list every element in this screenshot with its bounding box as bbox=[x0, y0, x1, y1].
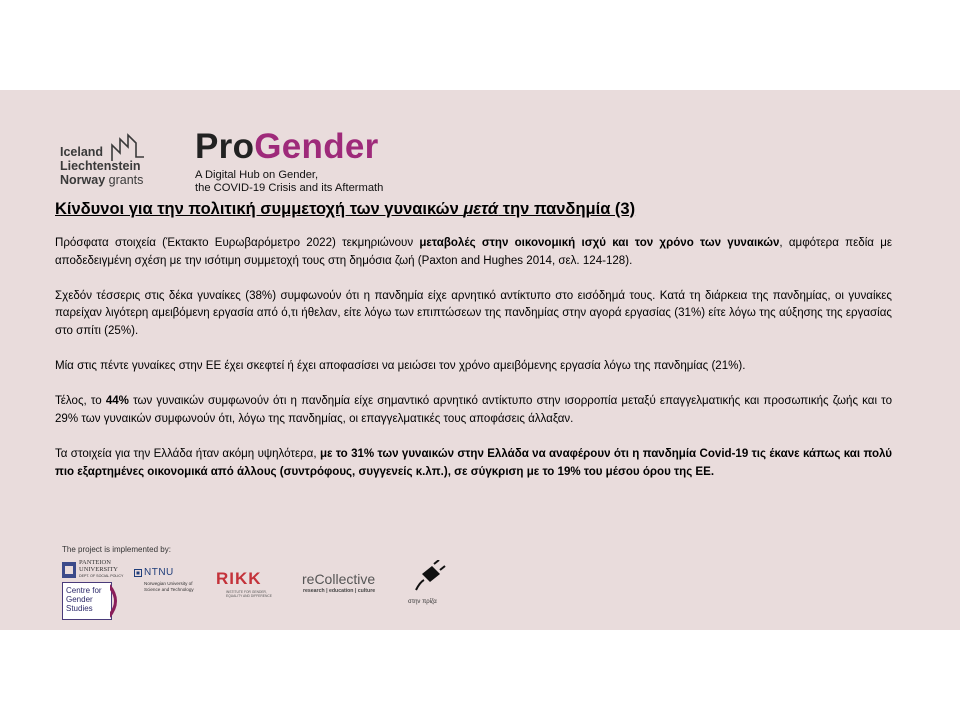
ccgs-arc-icon bbox=[110, 582, 124, 620]
p2-text-1: Σχεδόν τέσσερις στις δέκα γυναίκες (38%) συμφωνούν ότι η πανδημία είχε αρνητικό αντίκτυπο στο εισόδημά τους. Κατά τη διάρκεια της πανδημίας, οι γυναίκες παρείχαν λιγότερη αμειβόμενη εργασία από ό,τι ήθελαν, είτε λόγω των επιπτώσεων της πανδημίας στην αγορά εργασίας (31%) είτε λόγω της αύξησης της εργασίας στο σπίτι (25%). bbox=[55, 289, 892, 337]
rikk-sub-2: EQUALITY AND DIFFERENCE bbox=[226, 594, 272, 598]
progender-pro: Pro bbox=[195, 127, 255, 166]
paragraph-5 bbox=[55, 446, 892, 481]
grants-norway-bold: Norway bbox=[60, 173, 106, 187]
progender-subtitle-1: A Digital Hub on Gender, bbox=[195, 169, 319, 181]
grants-suffix: grants bbox=[105, 173, 144, 187]
slide bbox=[0, 90, 960, 630]
panteion-logo bbox=[62, 560, 130, 622]
progender-title bbox=[195, 128, 455, 166]
body-text bbox=[55, 235, 892, 499]
plug-icon bbox=[410, 560, 446, 594]
p1-bold-1: μεταβολές στην οικονομική ισχύ και τον χρόνο των γυναικών bbox=[419, 237, 780, 249]
p5-bold-1: με το 31% των γυναικών στην Ελλάδα να αναφέρουν ότι η πανδημία Covid-19 τις έκανε κάπως και πολύ πιο εξαρτημένες οικονομικά από άλλους (συντρόφους, συγγενείς κ.λπ.), σε σύγκριση με το 19% του μέσου όρου της ΕΕ. bbox=[55, 448, 892, 478]
p4-bold-1: 44% bbox=[105, 395, 129, 408]
panteion-dept: DEPT. OF SOCIAL POLICY bbox=[79, 574, 124, 578]
p1-text-2: , αμφότερα πεδία με αποδεδειγμένη σχέση με την ισότιμη συμμετοχή τους στη δημόσια ζωή (Paxton and Hughes 2014, σελ. 124-128). bbox=[55, 237, 892, 267]
ntnu-sub-1: Norwegian University of bbox=[144, 581, 193, 586]
progender-gender: Gender bbox=[254, 127, 379, 166]
p5-text-1: Τα στοιχεία για την Ελλάδα ήταν ακόμη υψηλότερα, bbox=[55, 448, 320, 461]
paragraph-4 bbox=[55, 393, 892, 428]
p4-text-2: των γυναικών συμφωνούν ότι η πανδημία είχε σημαντικό αρνητικό αντίκτυπο στην ισορροπία μεταξύ επαγγελματικής και προσωπικής ζωής και το 29% των γυναικών συμφωνούν ότι, λόγω της πανδημίας, οι επαγγελματικές τους αποφάσεις άλλαξαν. bbox=[55, 395, 892, 425]
grants-norway bbox=[60, 173, 143, 187]
progender-subtitle-2: the COVID-19 Crisis and its Aftermath bbox=[195, 181, 384, 194]
rikk-sub-1: INSTITUTE FOR GENDER, bbox=[226, 590, 267, 594]
grants-liechtenstein: Liechtenstein bbox=[60, 159, 141, 173]
p1-text-1: Πρόσφατα στοιχεία (Έκτακτο Ευρωβαρόμετρο 2022) τεκμηριώνουν bbox=[55, 237, 420, 249]
rikk-name: RIKK bbox=[216, 569, 262, 588]
ntnu-logo bbox=[134, 568, 214, 600]
sponsors-label: The project is implemented by: bbox=[62, 545, 171, 554]
grants-iceland: Iceland bbox=[60, 145, 104, 159]
recollective-name: reCollective bbox=[302, 571, 376, 587]
p3-text-1: Μία στις πέντε γυναίκες στην ΕΕ έχει σκεφτεί ή έχει αποφασίσει να μειώσει τον χρόνο αμειβόμενης εργασία λόγω της πανδημίας (21%). bbox=[55, 360, 746, 373]
page-title bbox=[55, 200, 635, 219]
ccgs-line-1: Centre for bbox=[66, 586, 102, 595]
title-emphasis: μετά bbox=[463, 200, 499, 218]
ccgs-box bbox=[62, 582, 112, 620]
paragraph-1 bbox=[55, 235, 892, 270]
panteion-university: UNIVERSITY bbox=[79, 566, 118, 573]
recollective-logo bbox=[302, 571, 396, 597]
ccgs-line-2: Gender bbox=[66, 595, 93, 604]
panteion-emblem-icon bbox=[62, 562, 76, 578]
stin-ptiza-text: στην πρίζα bbox=[408, 599, 437, 605]
panteion-name: PANTEION bbox=[79, 559, 111, 566]
paragraph-2 bbox=[55, 288, 892, 341]
p4-text-1: Τέλος, το bbox=[55, 395, 106, 408]
ccgs-line-3: Studies bbox=[66, 604, 93, 613]
ntnu-mark-icon bbox=[134, 569, 142, 577]
paragraph-3 bbox=[55, 358, 892, 376]
ntnu-sub-2: Science and Technology bbox=[144, 586, 194, 592]
rikk-logo bbox=[216, 570, 290, 600]
recollective-sub: research | education | culture bbox=[303, 588, 376, 594]
progender-logo bbox=[195, 128, 455, 194]
grants-mark-icon bbox=[111, 133, 151, 163]
title-part-1: Κίνδυνοι για την πολιτική συμμετοχή των γυναικών bbox=[55, 200, 464, 218]
title-part-2: την πανδημία (3) bbox=[498, 200, 636, 218]
eea-grants-logo bbox=[60, 133, 170, 193]
ntnu-name: NTNU bbox=[144, 567, 174, 578]
stin-ptiza-logo bbox=[404, 560, 454, 620]
